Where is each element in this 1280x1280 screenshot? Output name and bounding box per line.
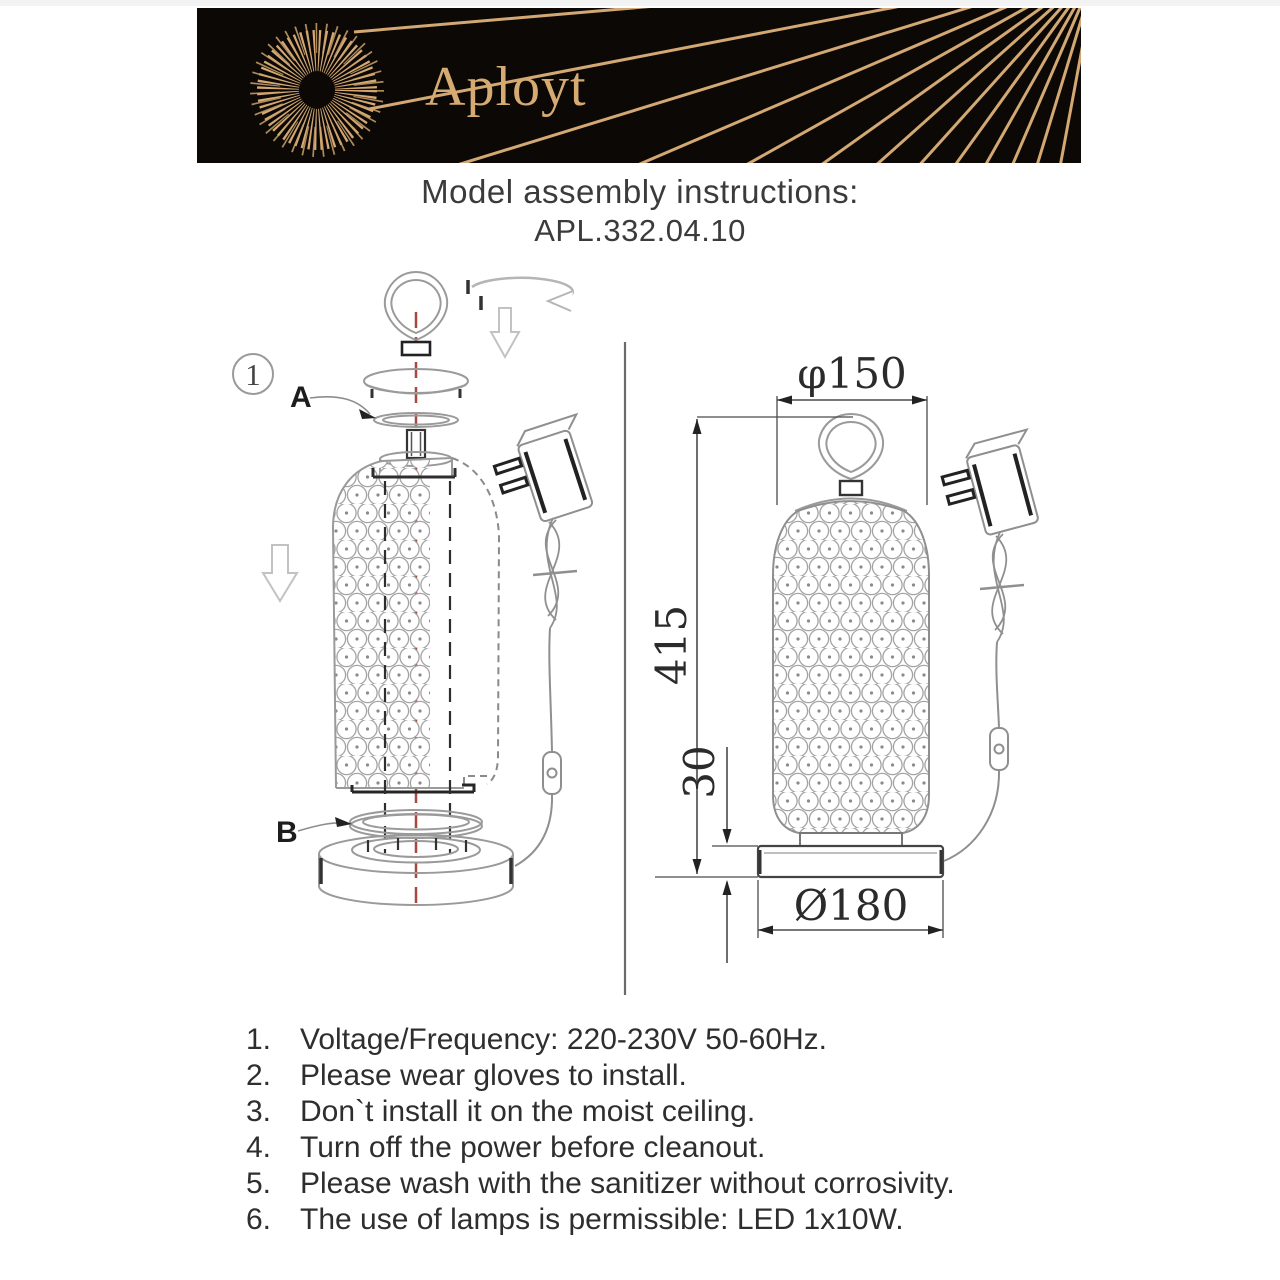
down-arrow-icon <box>491 308 519 357</box>
item-number: 3. <box>246 1095 272 1128</box>
dim-base-height: 30 <box>675 745 724 799</box>
coiled-cord <box>533 518 577 628</box>
dim-top-diameter: φ150 <box>797 349 907 398</box>
item-number: 2. <box>246 1059 272 1092</box>
adapter-body <box>487 414 605 531</box>
plug-prong <box>942 470 969 484</box>
loop-handle <box>385 272 447 340</box>
list-item <box>246 1022 1106 1058</box>
dim-base-diameter: Ø180 <box>793 881 909 930</box>
label-a: A <box>290 381 312 414</box>
item-text: The use of lamps is permissible: LED 1x10W. <box>300 1203 904 1236</box>
item-number: 1. <box>246 1023 272 1056</box>
model-number: APL.332.04.10 <box>534 213 746 248</box>
inline-switch <box>990 728 1008 770</box>
list-item <box>246 1094 1106 1130</box>
item-text: Please wear gloves to install. <box>300 1059 687 1092</box>
down-arrow-icon <box>263 545 297 601</box>
plug-prong <box>494 458 521 474</box>
item-text: Voltage/Frequency: 220-230V 50-60Hz. <box>300 1023 828 1056</box>
neck-ring <box>800 833 902 846</box>
instructions-list <box>246 1022 1106 1238</box>
item-text: Don`t install it on the moist ceiling. <box>300 1095 756 1128</box>
list-item <box>246 1058 1106 1094</box>
step-number: 1 <box>245 357 261 392</box>
item-number: 5. <box>246 1167 272 1200</box>
adapter-body <box>936 430 1051 543</box>
loop-handle <box>819 414 883 479</box>
dimension-drawing <box>647 349 1051 963</box>
collar-fitting <box>402 342 430 355</box>
cord <box>996 642 999 728</box>
exploded-view-diagram <box>233 272 605 912</box>
collar-fitting <box>840 481 862 495</box>
table-lamp <box>758 414 943 877</box>
bubble-shade <box>333 456 499 792</box>
list-item <box>246 1130 1106 1166</box>
lamp-base <box>758 846 943 877</box>
power-adapter <box>487 414 605 866</box>
plug-prong <box>947 490 974 504</box>
coiled-cord <box>980 532 1024 642</box>
page-title: Model assembly instructions: <box>421 173 859 210</box>
cord <box>944 770 999 861</box>
item-text: Please wash with the sanitizer without corrosivity. <box>300 1167 955 1200</box>
list-item <box>246 1202 1106 1238</box>
plug-prong <box>501 477 528 493</box>
cord <box>515 794 552 866</box>
label-b: B <box>276 816 298 849</box>
item-number: 4. <box>246 1131 272 1164</box>
inline-switch <box>543 752 561 794</box>
item-text: Turn off the power before cleanout. <box>300 1131 766 1164</box>
bubble-shade <box>773 501 929 833</box>
threaded-tube <box>407 430 425 458</box>
cord <box>549 628 552 752</box>
power-adapter <box>936 430 1051 861</box>
rotate-arrow-icon <box>468 278 573 311</box>
brand-logo-text: Aployt <box>425 56 587 118</box>
list-item <box>246 1166 1106 1202</box>
dim-height: 415 <box>647 604 696 686</box>
step-number-badge <box>233 354 273 394</box>
item-number: 6. <box>246 1203 272 1236</box>
